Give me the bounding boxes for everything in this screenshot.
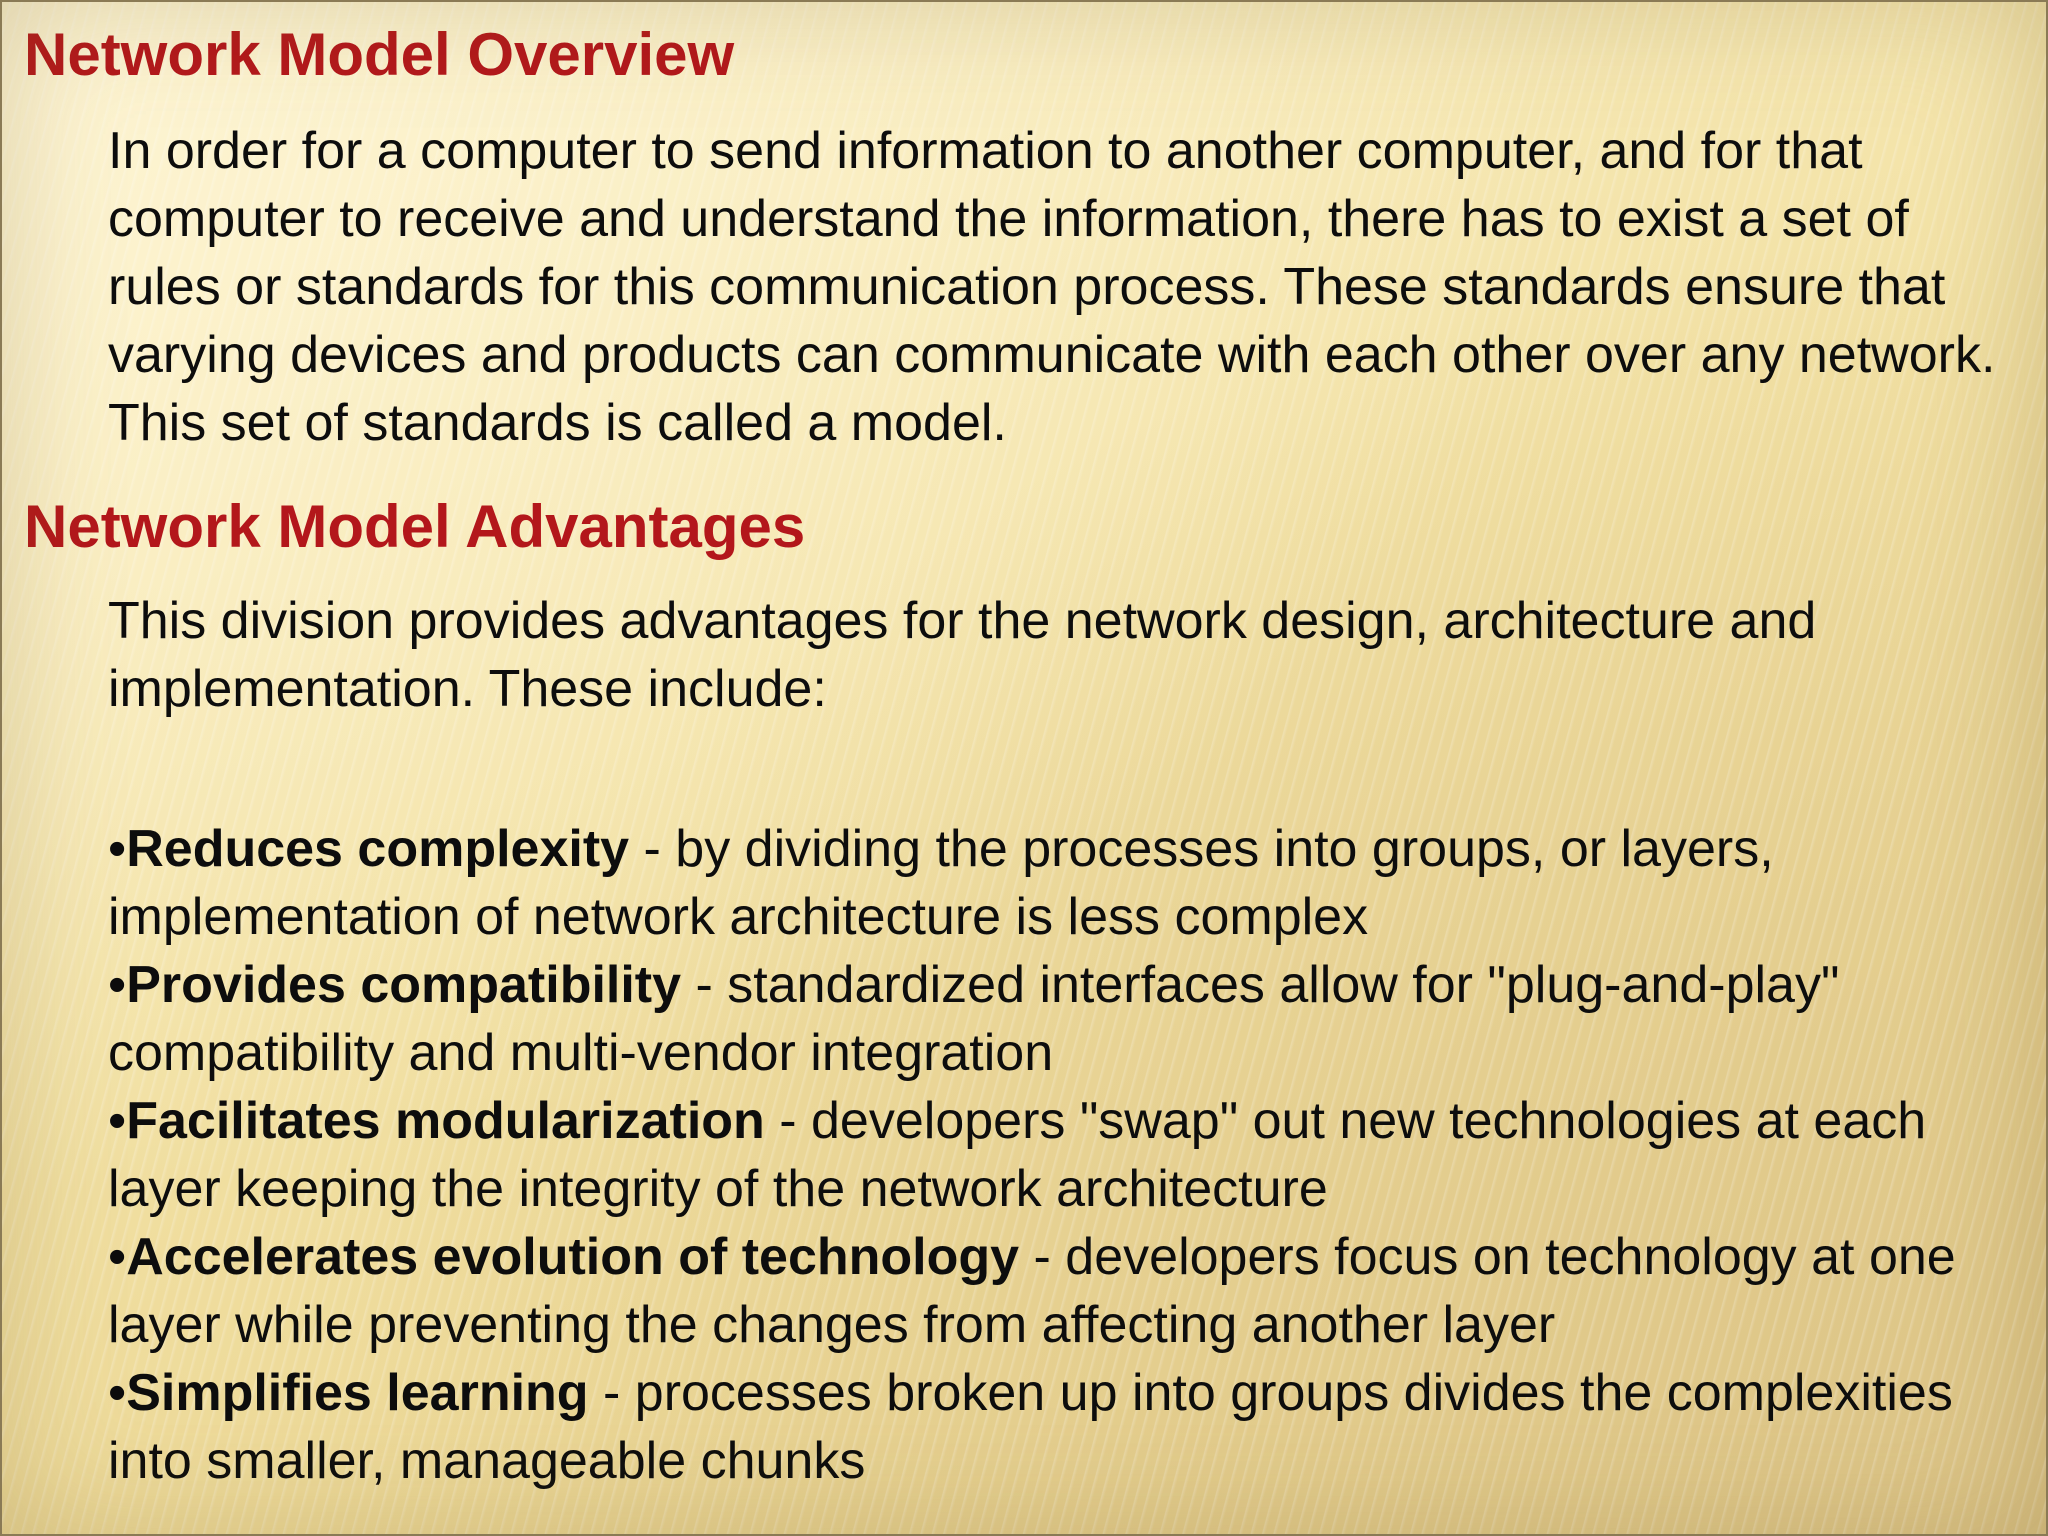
bullet-term: Provides compatibility (126, 956, 682, 1014)
advantages-list (108, 815, 2033, 1495)
bullet-text: - by dividing the processes into groups, or layers, implementation of network architecture is less complex (108, 820, 1774, 946)
bullet-text: - developers focus on technology at one layer while preventing the changes from affecting another layer (108, 1228, 1956, 1354)
list-item (108, 1087, 2033, 1223)
bullet-text: - standardized interfaces allow for "plug-and-play" compatibility and multi-vendor integration (108, 956, 1840, 1082)
bullet-text: - processes broken up into groups divides the complexities into smaller, manageable chunks (108, 1364, 1953, 1490)
bullet-marker: • (108, 820, 127, 878)
bullet-marker: • (108, 956, 127, 1014)
list-item (108, 1223, 2033, 1359)
list-item (108, 951, 2033, 1087)
bullet-marker: • (108, 1228, 127, 1286)
bullet-term: Reduces complexity (126, 820, 630, 878)
bullet-text: - developers "swap" out new technologies at each layer keeping the integrity of the network architecture (108, 1092, 1927, 1218)
bullet-term: Accelerates evolution of technology (126, 1228, 1020, 1286)
list-item (108, 1359, 2033, 1495)
paragraph-advantages: This division provides advantages for the network design, architecture and implementation. These include: (108, 592, 1817, 718)
heading-advantages: Network Model Advantages (24, 493, 806, 560)
bullet-marker: • (108, 1364, 127, 1422)
bullet-marker: • (108, 1092, 127, 1150)
list-item (108, 815, 2033, 951)
bullet-term: Facilitates modularization (126, 1092, 765, 1150)
bullet-term: Simplifies learning (126, 1364, 589, 1422)
heading-overview: Network Model Overview (24, 21, 735, 88)
paragraph-overview: In order for a computer to send information to another computer, and for that computer to receive and understand the information, there has to exist a set of rules or standards for this communication process. These standards ensure that varying devices and products can communicate with each other over any network. This set of standards is called a model. (108, 122, 1996, 452)
